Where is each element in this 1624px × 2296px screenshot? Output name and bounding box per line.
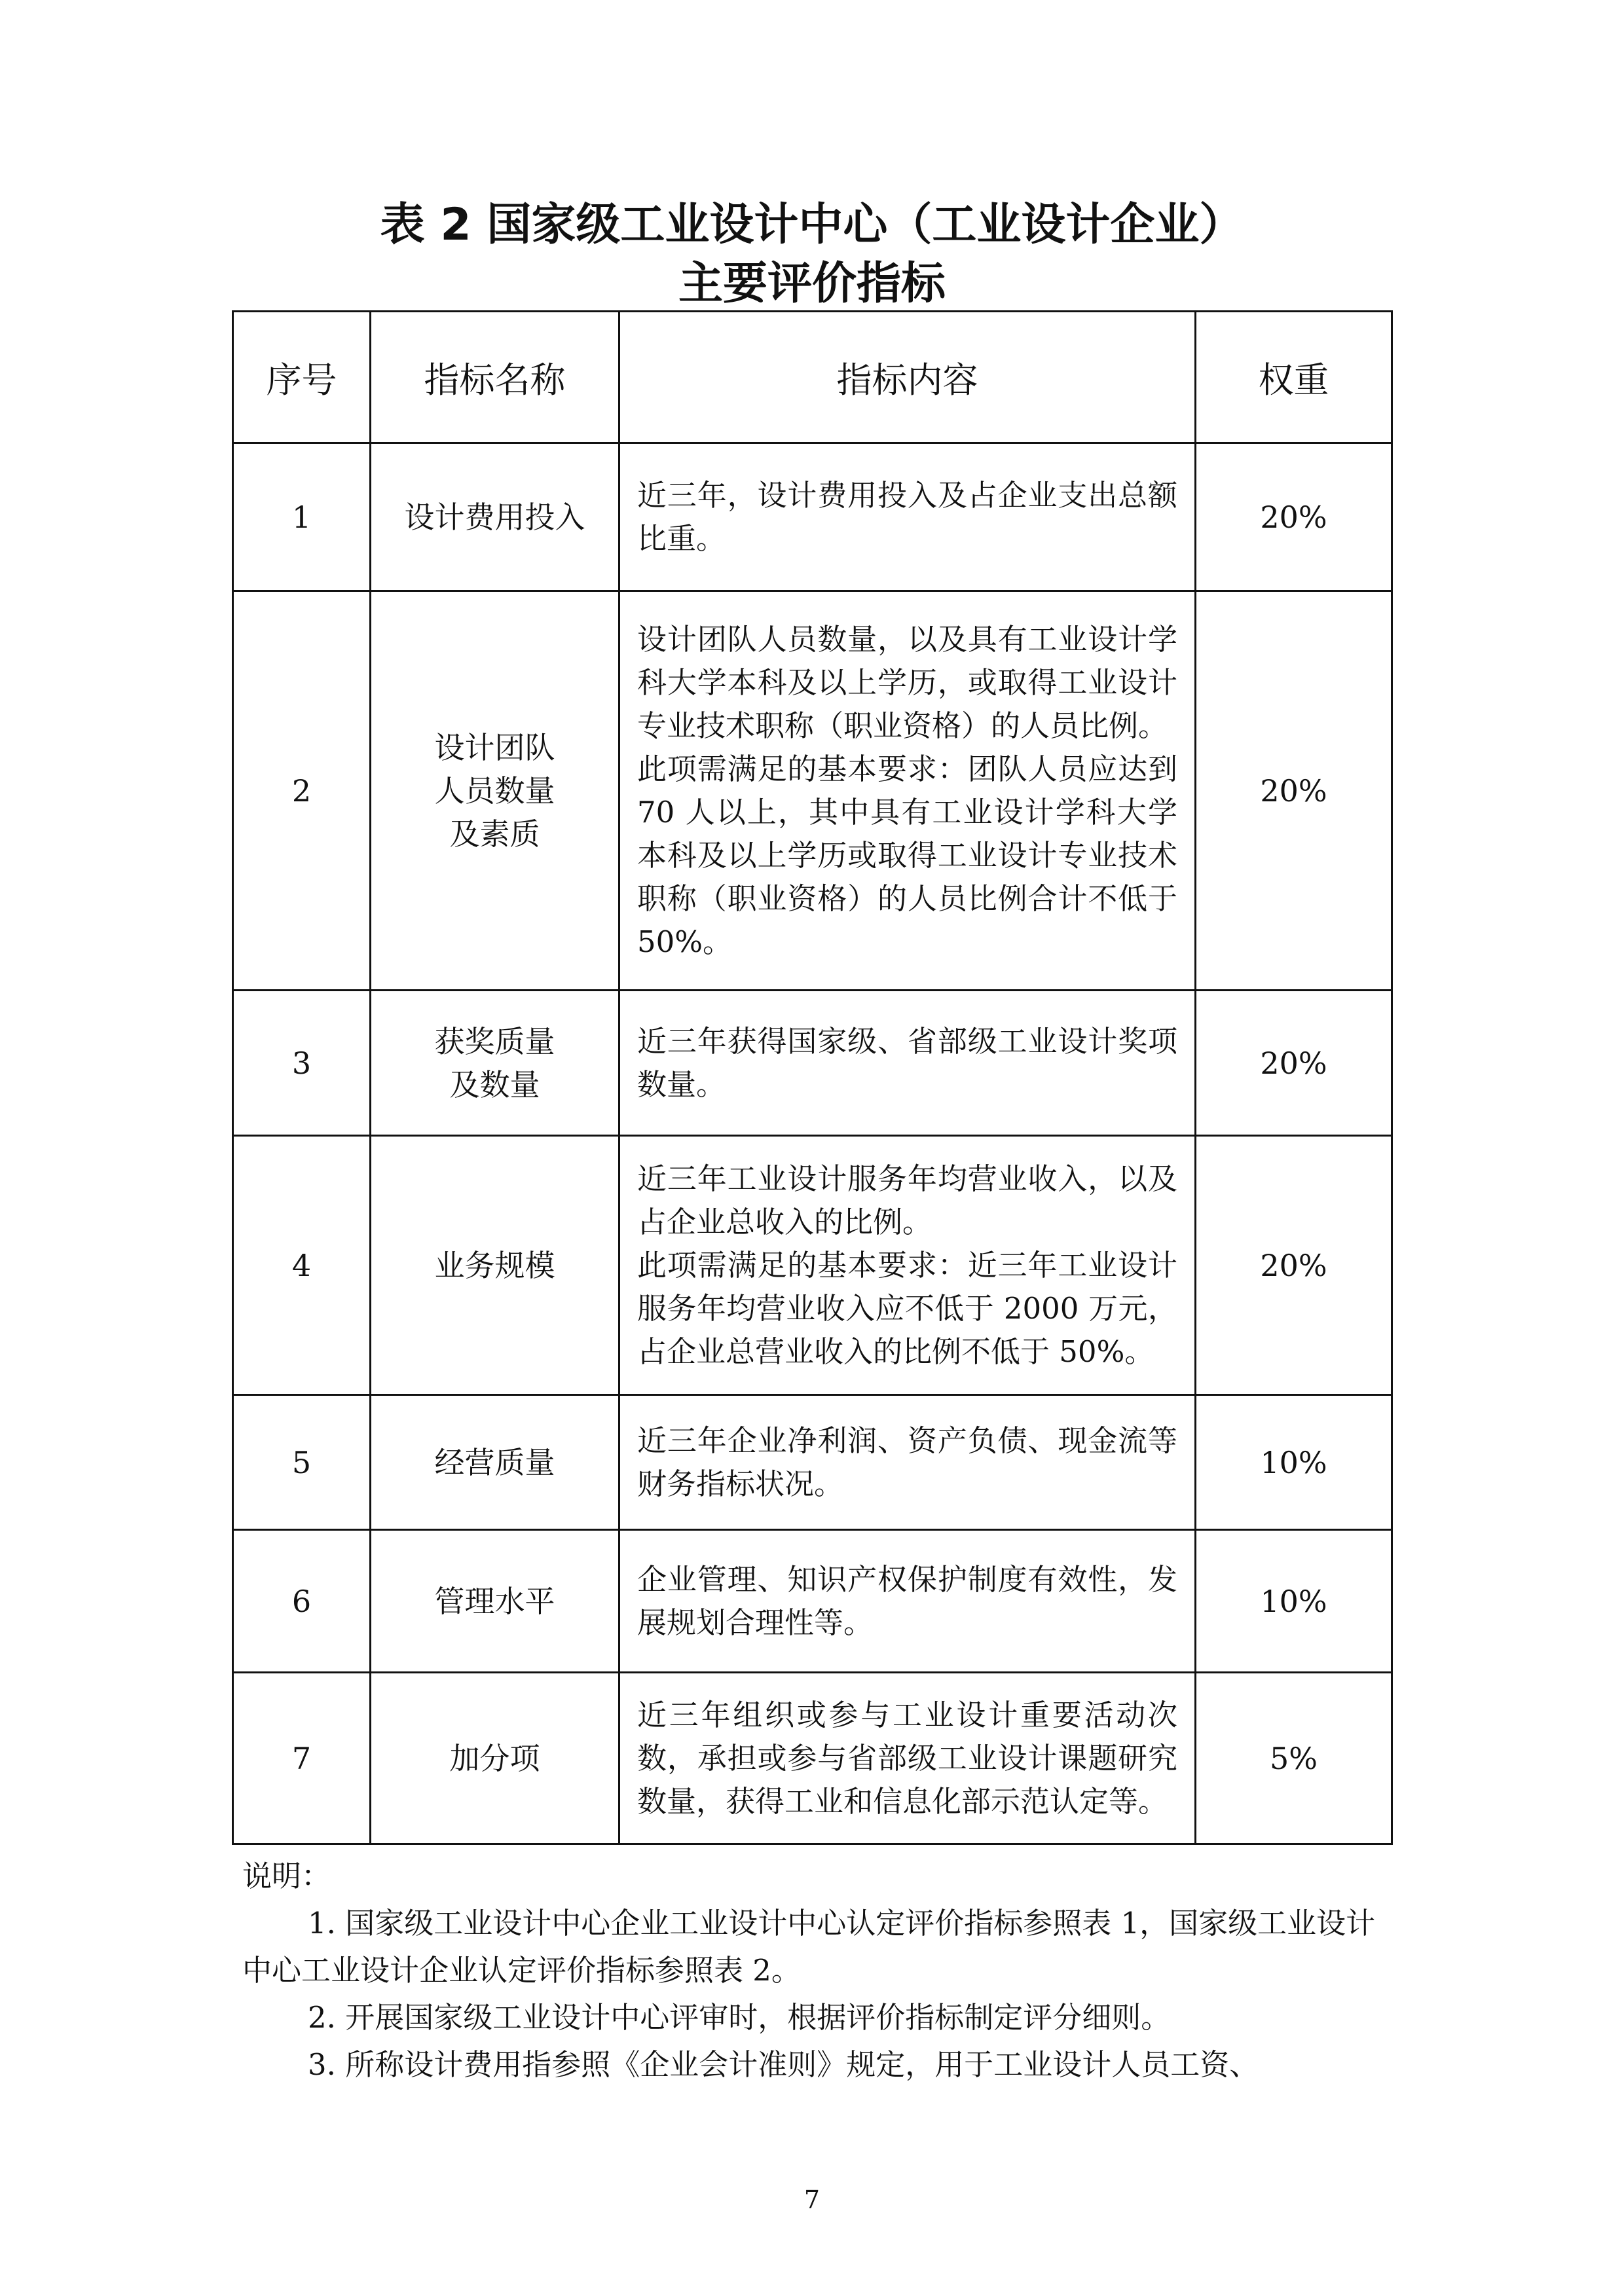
row-indicator-name	[371, 1673, 619, 1844]
row-index: 7	[233, 1673, 371, 1844]
indicator-name-text: 业务规模	[434, 1247, 555, 1283]
row-indicator-name	[371, 591, 619, 991]
indicator-name-text: 设计团队人员数量及素质	[434, 729, 555, 852]
table-row	[233, 991, 1392, 1136]
evaluation-table	[232, 310, 1393, 1845]
row-weight: 20%	[1196, 991, 1392, 1136]
row-indicator-content	[619, 1395, 1196, 1530]
row-index: 3	[233, 991, 371, 1136]
table-title: 表 2 国家级工业设计中心（工业设计企业）	[380, 199, 1244, 251]
row-index: 4	[233, 1136, 371, 1395]
note-item: 1. 国家级工业设计中心企业工业设计中心认定评价指标参照表 1，国家级工业设计中心工业设计企业认定评价指标参照表 2。	[242, 1906, 1376, 1988]
table-row	[233, 1136, 1392, 1395]
row-indicator-name	[371, 443, 619, 591]
row-indicator-content	[619, 1136, 1196, 1395]
content-paragraph: 企业管理、知识产权保护制度有效性，发展规划合理性等。	[637, 1561, 1177, 1640]
row-weight: 10%	[1196, 1530, 1392, 1673]
indicator-name-text: 经营质量	[434, 1444, 555, 1480]
header-index: 序号	[233, 312, 371, 443]
content-paragraph: 近三年企业净利润、资产负债、现金流等财务指标状况。	[637, 1423, 1177, 1501]
notes-heading: 说明：	[242, 1859, 331, 1893]
table-row	[233, 443, 1392, 591]
row-indicator-name	[371, 1136, 619, 1395]
row-indicator-name	[371, 1530, 619, 1673]
row-weight: 20%	[1196, 443, 1392, 591]
row-indicator-content	[619, 443, 1196, 591]
indicator-name-text: 管理水平	[434, 1583, 555, 1619]
content-paragraph: 此项需满足的基本要求：团队人员应达到 70 人以上，其中具有工业设计学科大学本科及以上学历或取得工业设计专业技术职称（职业资格）的人员比例合计不低于 50%。	[637, 751, 1177, 959]
indicator-name-text: 设计费用投入	[404, 499, 585, 535]
row-index: 2	[233, 591, 371, 991]
content-paragraph: 近三年，设计费用投入及占企业支出总额比重。	[637, 477, 1177, 556]
row-indicator-name	[371, 1395, 619, 1530]
content-paragraph: 近三年获得国家级、省部级工业设计奖项数量。	[637, 1023, 1177, 1102]
indicator-name-text: 获奖质量及数量	[434, 1023, 555, 1102]
row-index: 1	[233, 443, 371, 591]
header-indicator-name: 指标名称	[371, 312, 619, 443]
content-paragraph: 设计团队人员数量，以及具有工业设计学科大学本科及以上学历，或取得工业设计专业技术职称（职业资格）的人员比例。	[637, 621, 1177, 743]
content-paragraph: 此项需满足的基本要求：近三年工业设计服务年均营业收入应不低于 2000 万元，占企业总营业收入的比例不低于 50%。	[637, 1247, 1177, 1369]
table-row	[233, 1530, 1392, 1673]
row-weight: 5%	[1196, 1673, 1392, 1844]
row-indicator-content	[619, 1530, 1196, 1673]
note-item: 3. 所称设计费用指参照《企业会计准则》规定，用于工业设计人员工资、	[308, 2047, 1259, 2082]
table-subtitle: 主要评价指标	[678, 258, 946, 310]
table-row	[233, 591, 1392, 991]
notes-section	[242, 1853, 1382, 2088]
row-indicator-name	[371, 991, 619, 1136]
row-weight: 20%	[1196, 1136, 1392, 1395]
table-header-row	[233, 312, 1392, 443]
row-weight: 20%	[1196, 591, 1392, 991]
content-paragraph: 近三年组织或参与工业设计重要活动次数，承担或参与省部级工业设计课题研究数量，获得工业和信息化部示范认定等。	[637, 1697, 1177, 1819]
row-index: 5	[233, 1395, 371, 1530]
header-weight: 权重	[1196, 312, 1392, 443]
row-weight: 10%	[1196, 1395, 1392, 1530]
content-paragraph: 近三年工业设计服务年均营业收入，以及占企业总收入的比例。	[637, 1161, 1177, 1239]
table-row	[233, 1395, 1392, 1530]
row-indicator-content	[619, 1673, 1196, 1844]
header-indicator-content: 指标内容	[619, 312, 1196, 443]
indicator-name-text: 加分项	[449, 1740, 540, 1776]
note-item: 2. 开展国家级工业设计中心评审时，根据评价指标制定评分细则。	[308, 2000, 1171, 2035]
page-number: 7	[803, 2185, 821, 2214]
row-indicator-content	[619, 591, 1196, 991]
table-row	[233, 1673, 1392, 1844]
row-indicator-content	[619, 991, 1196, 1136]
row-index: 6	[233, 1530, 371, 1673]
